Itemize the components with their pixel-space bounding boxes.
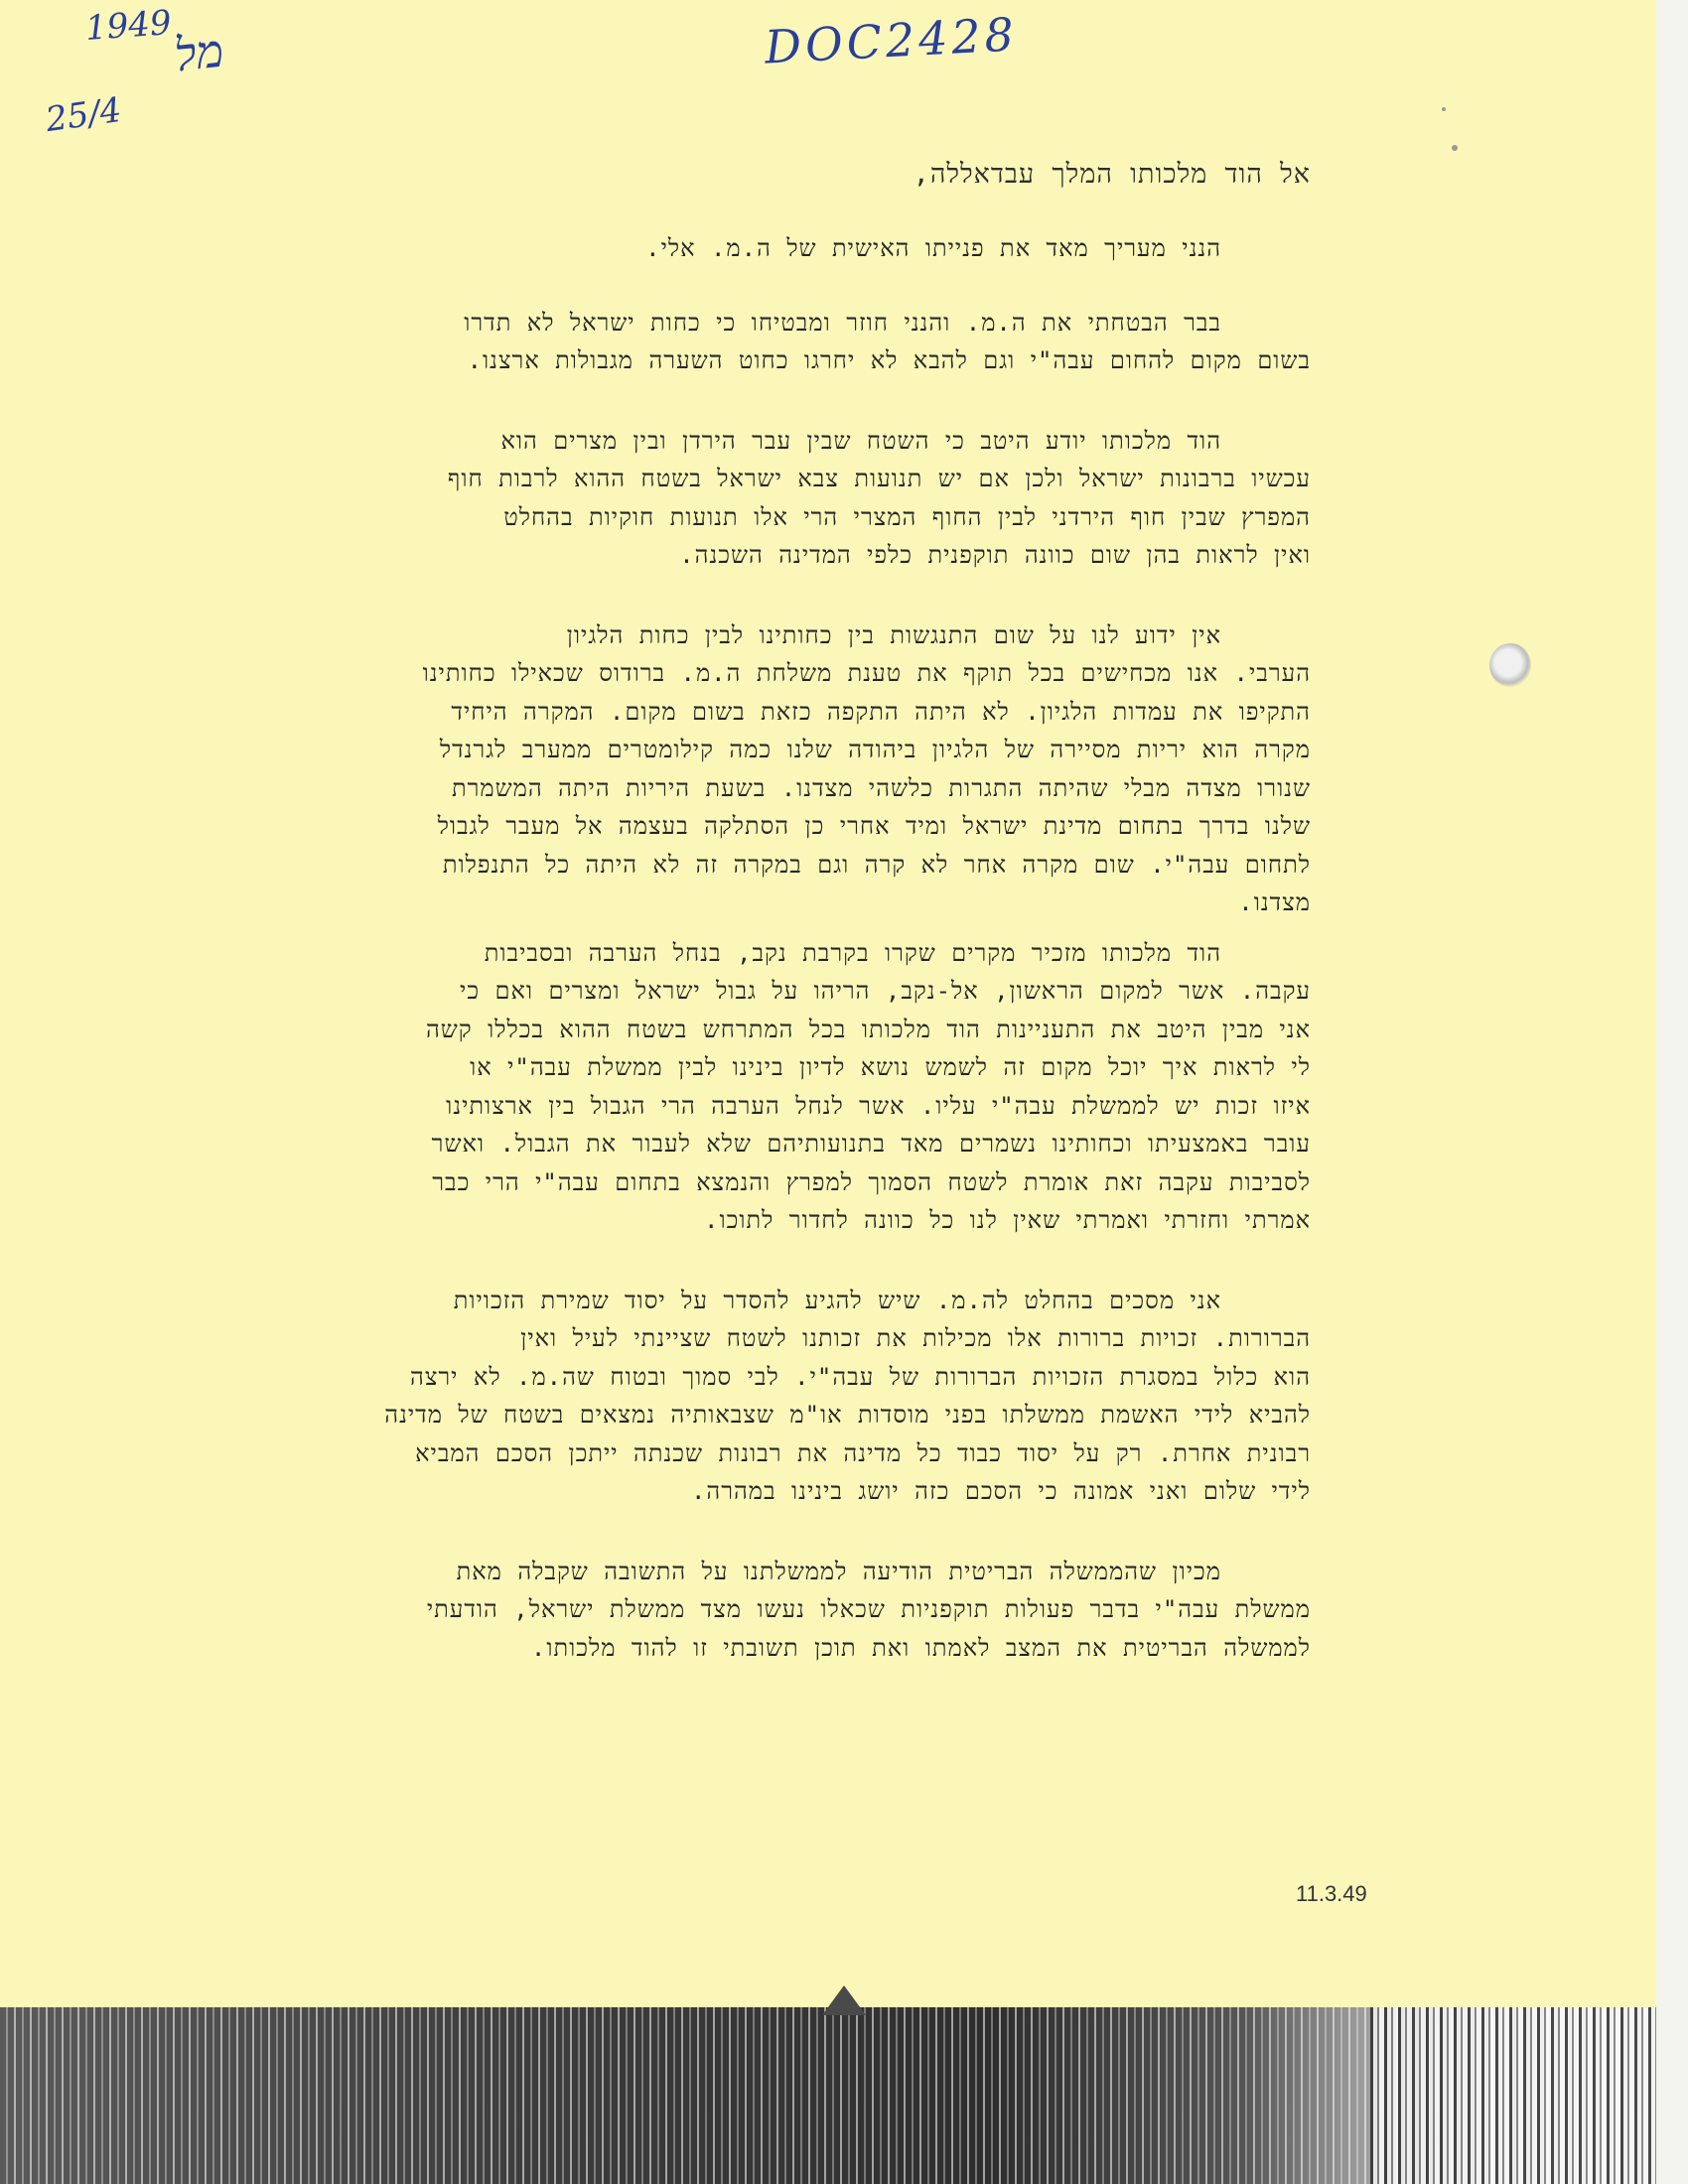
handwritten-day-mark: 25/4 (43, 89, 124, 141)
letter-paragraph (30, 422, 1311, 575)
paragraph-line: ואין לראות בהן שום כוונה תוקפנית כלפי המדינה השכנה. (679, 541, 1311, 569)
paragraph-line: אמרתי וחזרתי ואמרתי שאין לנו כל כוונה לחדור לתוכו. (704, 1206, 1311, 1234)
paragraph-line: לממשלה הבריטית את המצב לאמתו ואת תוכן תשובתי זו להוד מלכותו. (530, 1633, 1311, 1662)
paragraph-line: אני מסכים בהחלט לה.מ. שיש להגיע להסדר על יסוד שמירת הזכויות (453, 1286, 1221, 1314)
paragraph-line: להביא לידי האשמת ממשלתו בפני מוסדות או"מ שצבאותיה נמצאים בשטח של מדינה (384, 1401, 1311, 1429)
letter-paragraph (30, 304, 1311, 380)
paragraph-line: הברורות. זכויות ברורות אלו מכילות את זכותנו לשטח שציינתי לעיל ואין (520, 1324, 1311, 1352)
scan-margin (1656, 0, 1688, 2184)
handwritten-initials: מל (172, 23, 226, 82)
letter-paragraph (30, 1282, 1311, 1511)
ink-fleck (1442, 107, 1446, 111)
paragraph-line: איזו זכות יש לממשלת עבה"י עליו. אשר לנחל הערבה הרי הגבול בין ארצותינו (446, 1091, 1311, 1120)
paragraph-line: מצדנו. (1238, 888, 1311, 916)
letter-paragraph (30, 616, 1311, 922)
ink-fleck (1452, 145, 1458, 151)
paragraph-line: לסביבות עקבה זאת אומרת לשטח הסמוך למפרץ והנמצא בתחום עבה"י הרי כבר (432, 1167, 1311, 1196)
date-stamp: 11.3.49 (1296, 1881, 1367, 1906)
paragraph-line: ממשלת עבה"י בדבר פעולות תוקפניות שכאלו נעשו מצד ממשלת ישראל, הודעתי (426, 1595, 1311, 1623)
paragraph-line: בבר הבטחתי את ה.מ. והנני חוזר ומבטיחו כי כחות ישראל לא תדרו (464, 308, 1221, 337)
letter-opening: הנני מעריך מאד את פנייתו האישית של ה.מ. אלי. (645, 234, 1221, 262)
letter-paragraph (30, 934, 1311, 1240)
paragraph-line: הוד מלכותו יודע היטב כי השטח שבין עבר הירדן ובין מצרים הוא (500, 426, 1221, 455)
paragraph-line: רבונית אחרת. רק על יסוד כבוד כל מדינה את רבונות שכנתה ייתכן הסכם המביא (415, 1438, 1311, 1467)
paragraph-line: עקבה. אשר למקום הראשון, אל-נקב, הריהו על גבול ישראל ומצרים ואם כי (460, 977, 1311, 1005)
paragraph-line: מקרה הוא יריות מסיירה של הלגיון ביהודה שלנו כמה קילומטרים ממערב לגרנדל (439, 736, 1311, 763)
paragraph-line: המפרץ שבין חוף הירדני לבין החוף המצרי הרי אלו תנועות חוקיות בהחלט (503, 502, 1311, 531)
document-number: DOC2428 (763, 7, 1020, 74)
paragraph-line: אין ידוע לנו על שום התנגשות בין כחותינו לבין כחות הלגיון (566, 620, 1221, 649)
paragraph-line: לידי שלום ואני אמונה כי הסכם כזה יושג בינינו במהרה. (690, 1477, 1311, 1505)
paragraph-line: הוא כלול במסגרת הזכויות הברורות של עבה"י. לבי סמוך ובטוח שה.מ. לא ירצה (410, 1362, 1311, 1391)
paragraph-line: שנורו מצדה מבלי שהיתה התגרות כלשהי מצדנו. בשעת היריות היתה המשמרת (451, 773, 1311, 802)
paragraph-line: בשום מקום להחום עבה"י וגם להבא לא יחרגו כחוט השערה מגבולות ארצנו. (467, 346, 1311, 374)
letter-body (30, 159, 1311, 1708)
paragraph-line: התקיפו את עמדות הלגיון. לא היתה התקפה כזאת בשום מקום. המקרה היחיד (451, 697, 1311, 726)
paragraph-line: מכיון שהממשלה הבריטית הודיעה לממשלתנו על התשובה שקבלה מאת (456, 1557, 1221, 1585)
paragraph-line: שלנו בדרך בתחום מדינת ישראל ומיד אחרי כן הסתלקה בעצמה אל מעבר לגבול (437, 812, 1311, 840)
hole-punch-mark (1489, 643, 1531, 687)
paragraph-line: עכשיו ברבונות ישראל ולכן אם יש תנועות צבא ישראל בשטח ההוא לרבות חוף (447, 465, 1311, 492)
paragraph-line: הוד מלכותו מזכיר מקרים שקרו בקרבת נקב, בנחל הערבה ובסביבות (484, 938, 1221, 967)
letter-greeting: אל הוד מלכותו המלך עבדאללה, (913, 159, 1311, 190)
paragraph-line: אני מבין היטב את התעניינות הוד מלכותו בכל המתרחש בשטח ההוא בכללו קשה (426, 1015, 1311, 1043)
scan-artifact-stripes (1370, 2007, 1656, 2184)
paper-tear (822, 1985, 866, 2015)
paragraph-line: לי לראות איך יוכל מקום זה לשמש נושא לדיון בינינו לבין ממשלת עבה"י או (470, 1053, 1311, 1081)
letter-paragraph (30, 1553, 1311, 1668)
paragraph-line: הערבי. אנו מכחישים בכל תוקף את טענת משלחת ה.מ. ברודוס שכאילו כחותינו (422, 659, 1311, 687)
paragraph-line: עובר באמצעיתו וכחותינו נשמרים מאד בתנועותיהם שלא לעבור את הגבול. ואשר (431, 1130, 1311, 1158)
paragraph-line: לתחום עבה"י. שום מקרה אחר לא קרה וגם במקרה זה לא היתה כל התנפלות (442, 850, 1311, 879)
handwritten-year: 1949 (83, 3, 173, 49)
